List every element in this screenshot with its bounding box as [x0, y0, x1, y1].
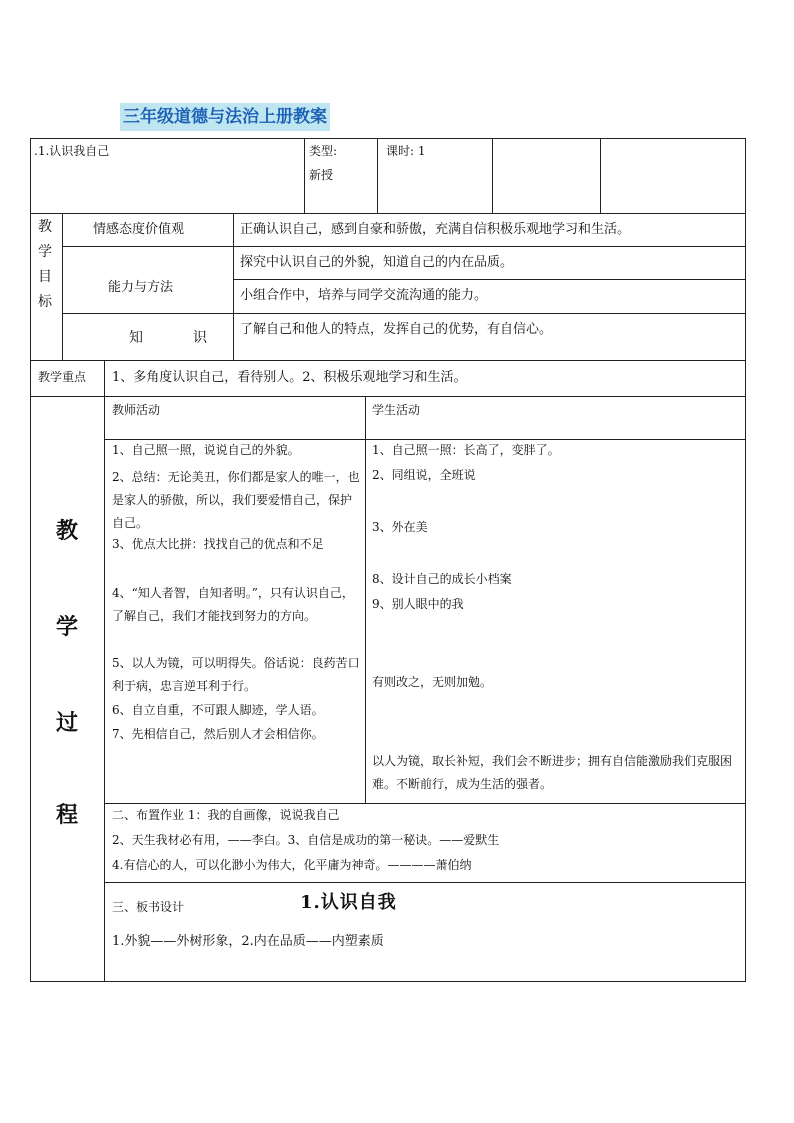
process-side-label-1: 教	[56, 518, 79, 544]
objectives-side-label-1: 教	[38, 219, 52, 235]
objectives-side-label-3: 目	[38, 269, 52, 285]
teacher-step-1: 1、自己照一照，说说自己的外貌。	[112, 443, 300, 457]
student-step-1: 1、自己照一照：长高了，变胖了。	[372, 443, 560, 457]
type-value: 新授	[309, 168, 334, 182]
lesson-title: .1.认识我自己	[34, 144, 110, 158]
process-side-label-2: 学	[56, 614, 79, 640]
knowledge-text: 了解自己和他人的特点，发挥自己的优势，有自信心。	[240, 322, 553, 337]
knowledge-label-2: 识	[193, 330, 207, 346]
teacher-step-3: 3、优点大比拼：找找自己的优点和不足	[112, 537, 324, 551]
teacher-activity-header: 教师活动	[112, 403, 161, 417]
class-hours: 课时: 1	[386, 144, 426, 158]
teacher-step-5: 5、以人为镜，可以明得失。俗话说：良药苦口利于病，忠言逆耳利于行。	[112, 656, 360, 693]
board-design-title: 1.认识自我	[300, 892, 397, 913]
homework-line-3: 4.有信心的人，可以化渺小为伟大，化平庸为神奇。————萧伯纳	[112, 858, 472, 872]
student-step-8: 8、设计自己的成长小档案	[372, 572, 512, 586]
teacher-step-2: 2、总结：无论美丑，你们都是家人的唯一，也是家人的骄傲，所以，我们要爱惜自己，保护自己。	[112, 470, 360, 530]
board-design-text: 1.外貌——外树形象，2.内在品质——内塑素质	[112, 934, 384, 949]
emotion-text: 正确认识自己，感到自豪和骄傲，充满自信积极乐观地学习和生活。	[240, 222, 631, 237]
knowledge-label-1: 知	[129, 330, 143, 346]
homework-line-1: 二、布置作业 1：我的自画像，说说我自己	[112, 808, 340, 822]
student-step-3: 3、外在美	[372, 520, 428, 534]
objectives-side-label-2: 学	[38, 244, 52, 260]
process-side-label-4: 程	[56, 802, 79, 828]
student-step-9: 9、别人眼中的我	[372, 597, 464, 611]
type-label: 类型:	[309, 144, 338, 158]
key-points-label: 教学重点	[38, 370, 87, 384]
student-activity-header: 学生活动	[372, 403, 421, 417]
objectives-side-label-4: 标	[38, 294, 52, 310]
emotion-label: 情感态度价值观	[93, 222, 185, 237]
teacher-step-4: 4、“知人者智，自知者明。”，只有认识自己，了解自己，我们才能找到努力的方向。	[112, 586, 354, 623]
student-note-1: 有则改之，无则加勉。	[372, 675, 493, 689]
ability-text-2: 小组合作中，培养与同学交流沟通的能力。	[240, 288, 488, 303]
teacher-step-7: 7、先相信自己，然后别人才会相信你。	[112, 727, 324, 741]
key-points-text: 1、多角度认识自己，看待别人。2、积极乐观地学习和生活。	[112, 370, 467, 385]
ability-label: 能力与方法	[108, 280, 174, 295]
board-design-label: 三、板书设计	[112, 900, 185, 914]
student-step-2: 2、同组说，全班说	[372, 468, 476, 482]
teacher-step-6: 6、自立自重，不可跟人脚迹，学人语。	[112, 703, 324, 717]
homework-line-2: 2、天生我材必有用，——李白。3、自信是成功的第一秘诀。——爱默生	[112, 833, 500, 847]
page-title: 三年级道德与法治上册教案	[120, 103, 330, 131]
process-side-label-3: 过	[56, 710, 79, 736]
student-note-2: 以人为镜，取长补短，我们会不断进步；拥有自信能激励我们克服困难。不断前行，成为生活的强者。	[372, 754, 733, 791]
ability-text-1: 探究中认识自己的外貌，知道自己的内在品质。	[240, 255, 514, 270]
